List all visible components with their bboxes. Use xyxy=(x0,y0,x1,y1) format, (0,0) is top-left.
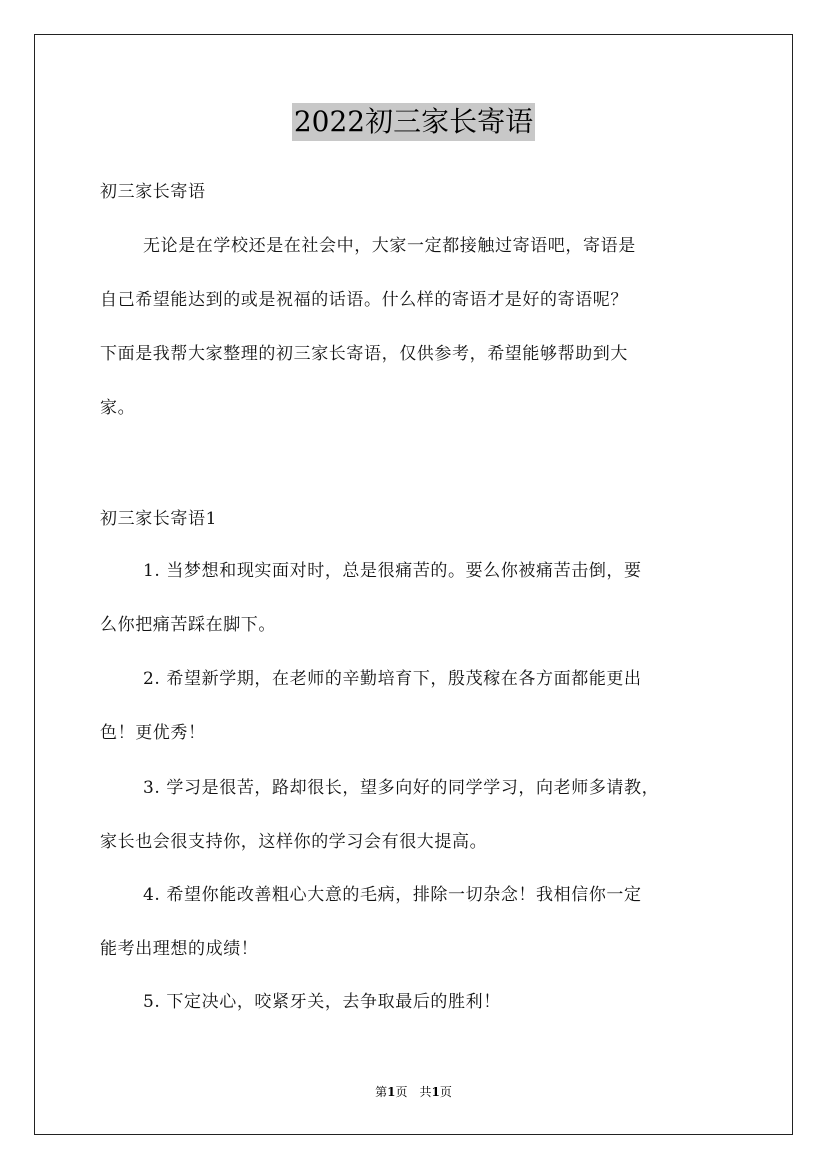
item-3 xyxy=(100,761,728,869)
intro-line: 自己希望能达到的或是祝福的话语。什么样的寄语才是好的寄语呢？ xyxy=(100,290,628,310)
item-4 xyxy=(100,868,728,976)
item-line: 色！更优秀！ xyxy=(100,723,206,743)
item-1 xyxy=(100,544,728,652)
item-line: 2. 希望新学期，在老师的辛勤培育下，殷茂稼在各方面都能更出 xyxy=(143,669,642,689)
document-title: 2022初三家长寄语 xyxy=(292,103,535,141)
total-pages-number: 1 xyxy=(431,1085,440,1099)
item-line: 能考出理想的成绩！ xyxy=(100,939,259,959)
footer-mid: 页 共 xyxy=(395,1085,432,1099)
section-heading-intro: 初三家长寄语 xyxy=(100,182,206,202)
item-5 xyxy=(100,975,728,1029)
intro-line: 下面是我帮大家整理的初三家长寄语，仅供参考，希望能够帮助到大 xyxy=(100,344,628,364)
item-line: 4. 希望你能改善粗心大意的毛病，排除一切杂念！我相信你一定 xyxy=(143,885,642,905)
item-line: 5. 下定决心，咬紧牙关，去争取最后的胜利！ xyxy=(143,992,501,1012)
section-heading-1: 初三家长寄语1 xyxy=(100,509,218,529)
intro-line: 无论是在学校还是在社会中，大家一定都接触过寄语吧，寄语是 xyxy=(143,236,636,256)
item-2 xyxy=(100,652,728,760)
footer-prefix: 第 xyxy=(375,1085,388,1099)
current-page-number: 1 xyxy=(387,1085,396,1099)
item-line: 3. 学习是很苦，路却很长，望多向好的同学学习，向老师多请教， xyxy=(143,778,660,798)
title-container xyxy=(0,103,827,141)
footer-suffix: 页 xyxy=(439,1085,452,1099)
item-line: 家长也会很支持你，这样你的学习会有很大提高。 xyxy=(100,832,488,852)
intro-line: 家。 xyxy=(100,398,136,418)
intro-paragraph xyxy=(100,219,728,435)
item-line: 1. 当梦想和现实面对时，总是很痛苦的。要么你被痛苦击倒，要 xyxy=(143,561,642,581)
item-line: 么你把痛苦踩在脚下。 xyxy=(100,615,276,635)
page-footer xyxy=(0,1084,827,1100)
